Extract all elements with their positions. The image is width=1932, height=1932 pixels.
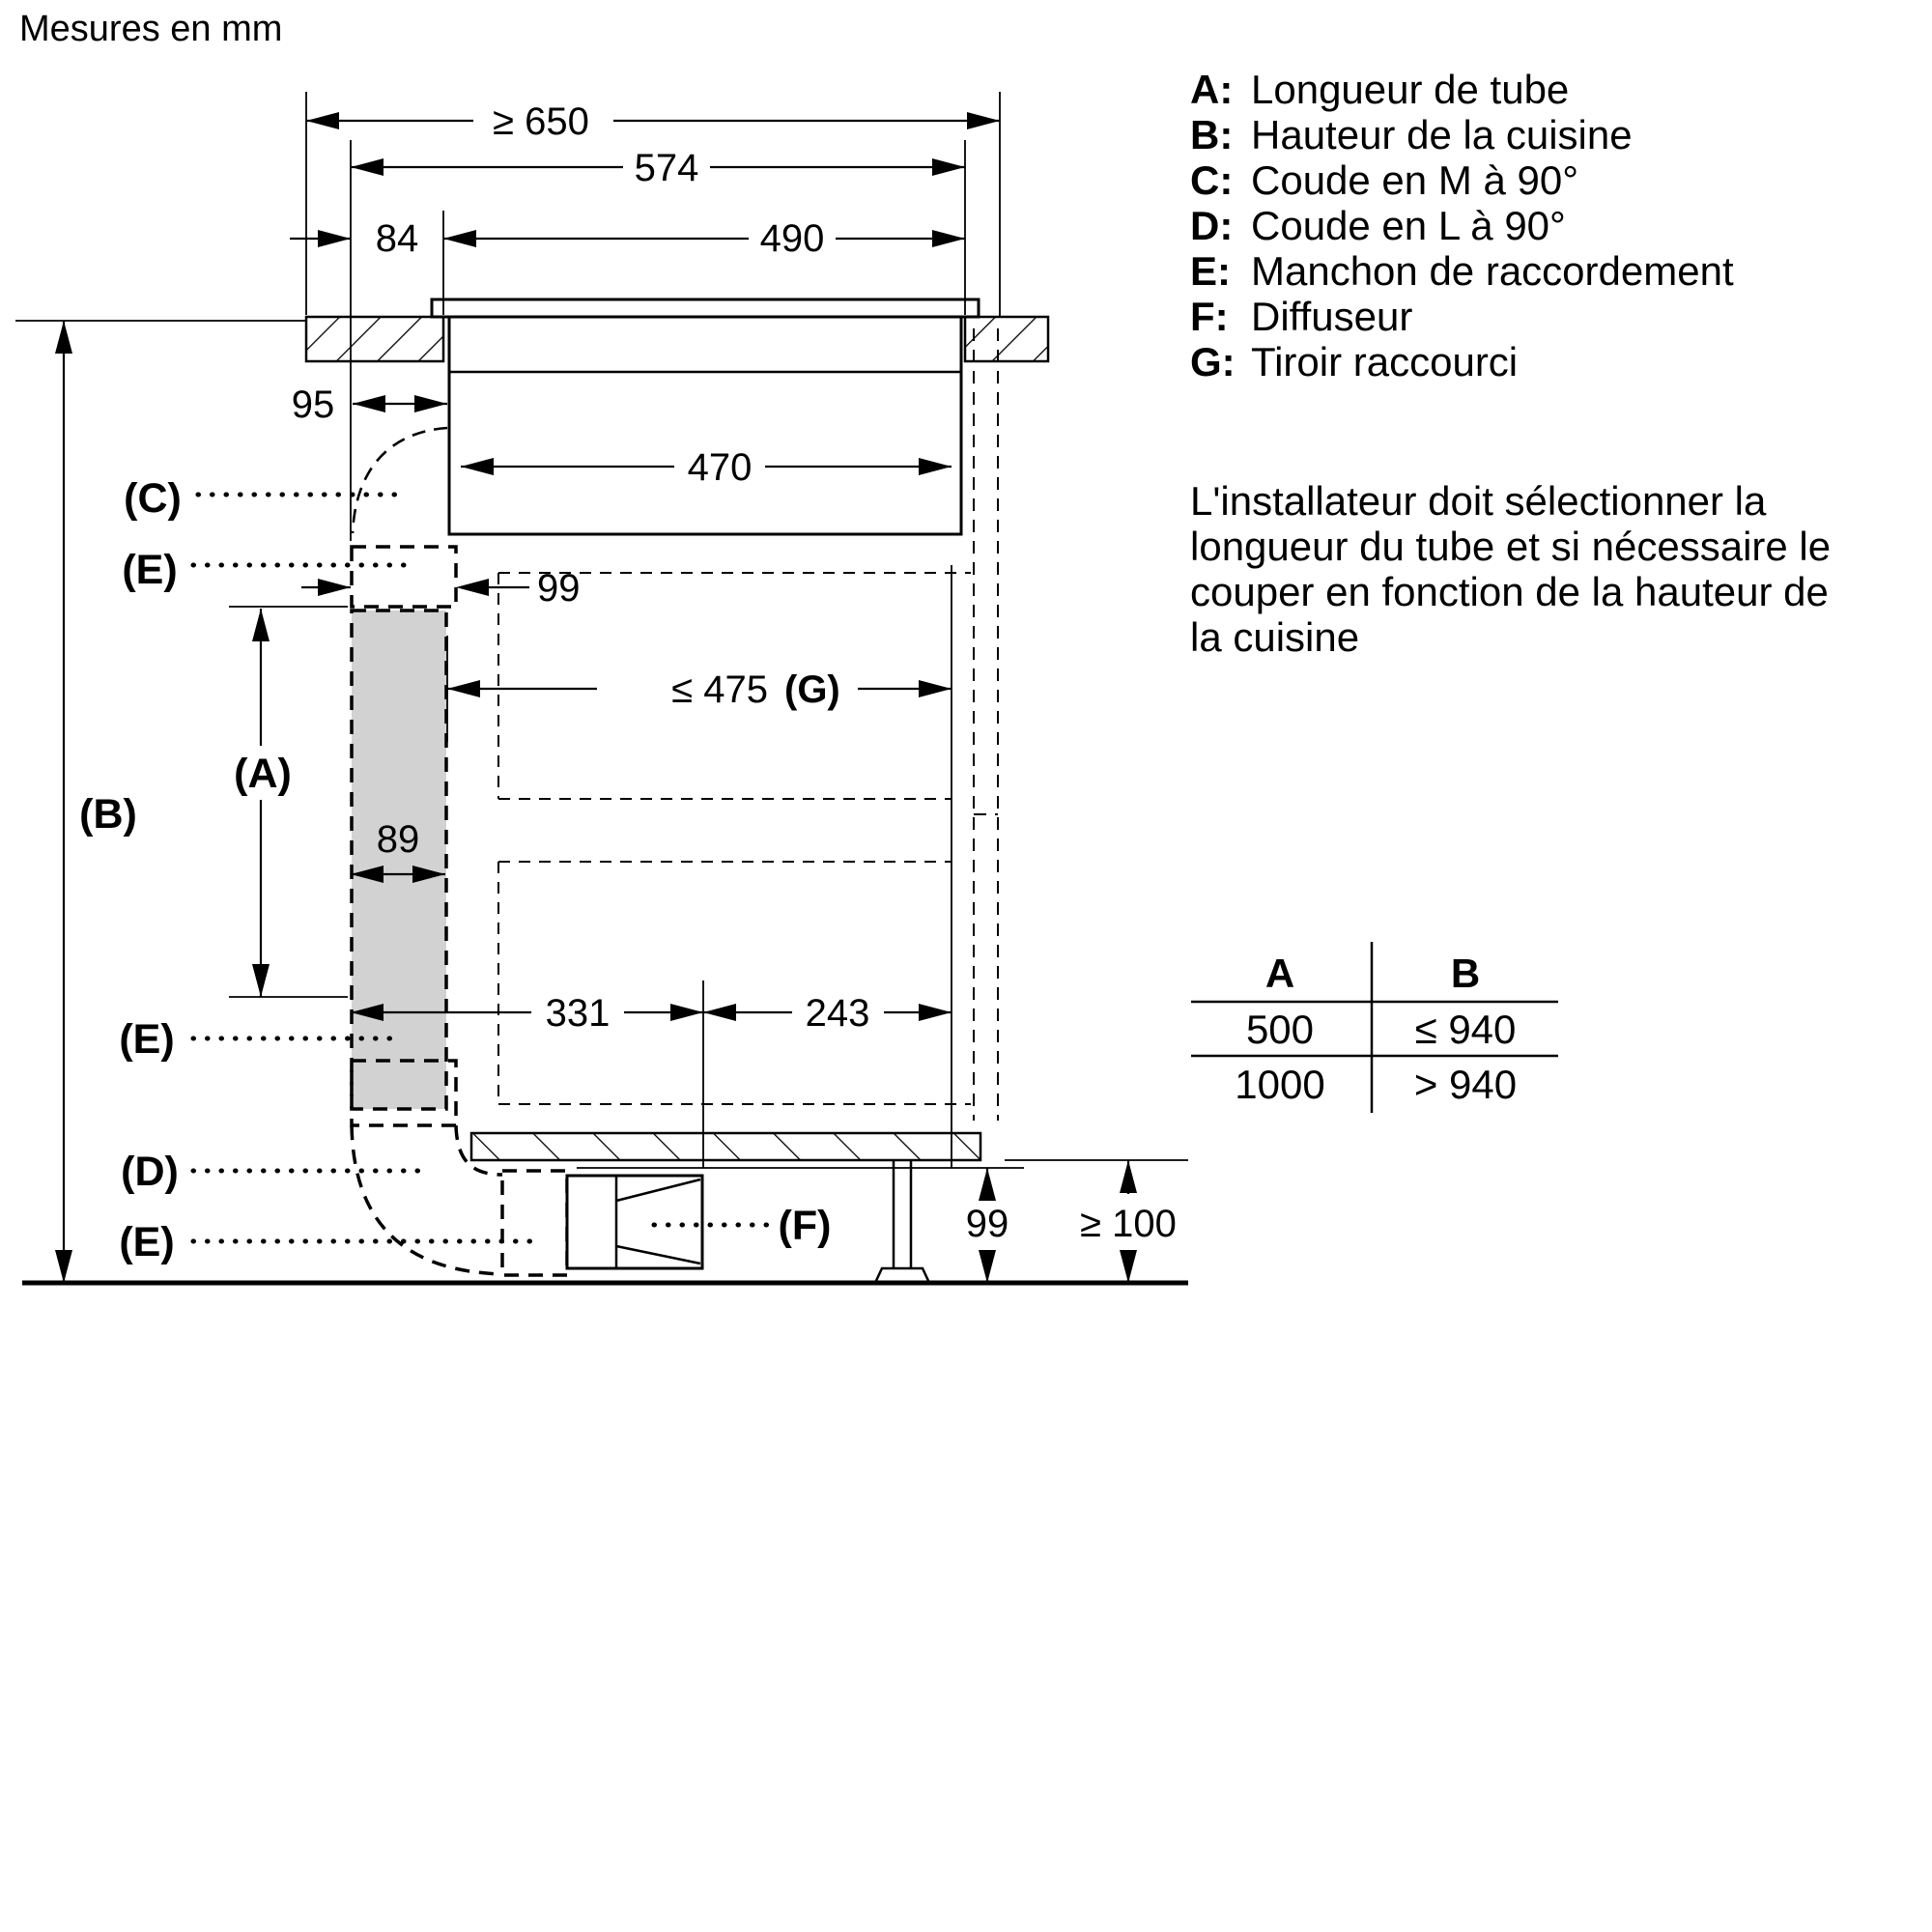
legend-key-b: B:: [1190, 112, 1234, 157]
worktop-left-block: [306, 317, 443, 361]
legend-label-c: Coude en M à 90°: [1251, 157, 1579, 203]
arrow-84-490-shared: [443, 230, 476, 247]
label-e1: (E): [122, 547, 178, 593]
table-header-b: B: [1450, 951, 1481, 996]
legend-label-b: Hauteur de la cuisine: [1251, 112, 1633, 157]
dim-tube-width-text: 89: [376, 818, 420, 861]
label-e2: (E): [119, 1016, 175, 1063]
dim-drawer-ref-text: (G): [784, 668, 840, 711]
label-b: (B): [79, 791, 137, 838]
note-line-3: couper en fonction de la hauteur de: [1190, 569, 1829, 614]
legend-label-f: Diffuseur: [1251, 294, 1413, 339]
arrow-95-left: [353, 395, 385, 412]
dim-floor-clearance-text: ≥ 100: [1080, 1203, 1177, 1245]
arrow-a-bottom: [252, 964, 270, 997]
legend-key-c: C:: [1190, 157, 1234, 203]
installer-note: [1190, 478, 1831, 660]
label-f: (F): [778, 1203, 832, 1249]
arrow-b-bottom: [55, 1250, 72, 1283]
arrow-99-left: [318, 579, 351, 596]
arrow-243-left: [703, 1004, 736, 1021]
cabinet-bottom-panel: [471, 1133, 980, 1160]
arrow-100-bottom: [1120, 1250, 1137, 1283]
arrow-95-right: [414, 395, 447, 412]
arrow-243-right: [919, 1004, 952, 1021]
dim-hob-width-text: 470: [687, 446, 753, 489]
legend-key-f: F:: [1190, 294, 1229, 339]
legend-label-g: Tiroir raccourci: [1251, 339, 1519, 384]
label-e3: (E): [119, 1219, 175, 1265]
dim-offset-left-text: 84: [375, 217, 419, 260]
page-title: Mesures en mm: [19, 9, 283, 49]
dim-dist-right-text: 243: [805, 992, 870, 1035]
worktop-right-block: [965, 317, 1048, 361]
elbow-c-arc: [353, 428, 447, 533]
table-cell-a1: 500: [1245, 1007, 1315, 1052]
legend: [1190, 67, 1734, 384]
dimension-lines: [64, 121, 1128, 1283]
legend-key-d: D:: [1190, 203, 1234, 248]
arrow-650-right: [967, 112, 1000, 129]
arrow-99b-top: [979, 1168, 996, 1201]
arrow-b-top: [55, 321, 72, 354]
note-line-2: longueur du tube et si nécessaire le: [1190, 524, 1832, 569]
legend-label-d: Coude en L à 90°: [1251, 203, 1566, 248]
diffuser-f: [567, 1176, 702, 1268]
arrow-84-left: [318, 230, 351, 247]
dim-drawer-depth-text: ≤ 475: [671, 668, 768, 711]
arrow-574-right: [932, 158, 965, 176]
arrow-650-left: [306, 112, 339, 129]
arrow-99-right: [456, 579, 489, 596]
hob-glass-plate: [432, 299, 979, 317]
dim-sleeve-width-text: 99: [537, 567, 581, 610]
dim-plinth-height-text: 99: [965, 1203, 1009, 1245]
legend-key-g: G:: [1190, 339, 1236, 384]
label-d: (D): [121, 1149, 179, 1195]
arrow-490-right: [932, 230, 965, 247]
table-cell-a2: 1000: [1235, 1062, 1325, 1107]
legend-key-a: A:: [1190, 67, 1234, 112]
arrow-331-right: [670, 1004, 703, 1021]
hob-body: [449, 317, 961, 534]
sleeve-e1-box: [352, 547, 456, 607]
arrow-475-left: [447, 680, 480, 697]
arrow-a-top: [252, 609, 270, 641]
table-cell-b1: ≤ 940: [1414, 1007, 1517, 1052]
dim-cutout-outer-text: 574: [634, 147, 699, 189]
dim-dist-left-text: 331: [545, 992, 611, 1035]
ab-table: [1191, 942, 1558, 1113]
arrow-574-left: [351, 158, 384, 176]
rear-duct-group: [974, 328, 998, 1121]
table-cell-b2: > 940: [1413, 1062, 1518, 1107]
arrow-99b-bottom: [979, 1250, 996, 1283]
legend-key-e: E:: [1190, 248, 1231, 294]
legend-label-a: Longueur de tube: [1251, 67, 1570, 112]
arrow-100-top: [1120, 1160, 1137, 1193]
label-a: (A): [234, 751, 292, 797]
legend-label-e: Manchon de raccordement: [1251, 248, 1734, 294]
note-line-4: la cuisine: [1190, 614, 1360, 660]
dim-top-width-text: ≥ 650: [493, 100, 589, 143]
sleeve-e3-box: [502, 1171, 567, 1275]
dim-hob-inset-text: 95: [291, 384, 335, 426]
note-line-1: L'installateur doit sélectionner la: [1190, 478, 1767, 524]
label-c: (C): [124, 475, 182, 522]
table-header-a: A: [1264, 951, 1295, 996]
dim-cutout-inner-text: 490: [759, 217, 825, 260]
arrow-475-right: [919, 680, 952, 697]
